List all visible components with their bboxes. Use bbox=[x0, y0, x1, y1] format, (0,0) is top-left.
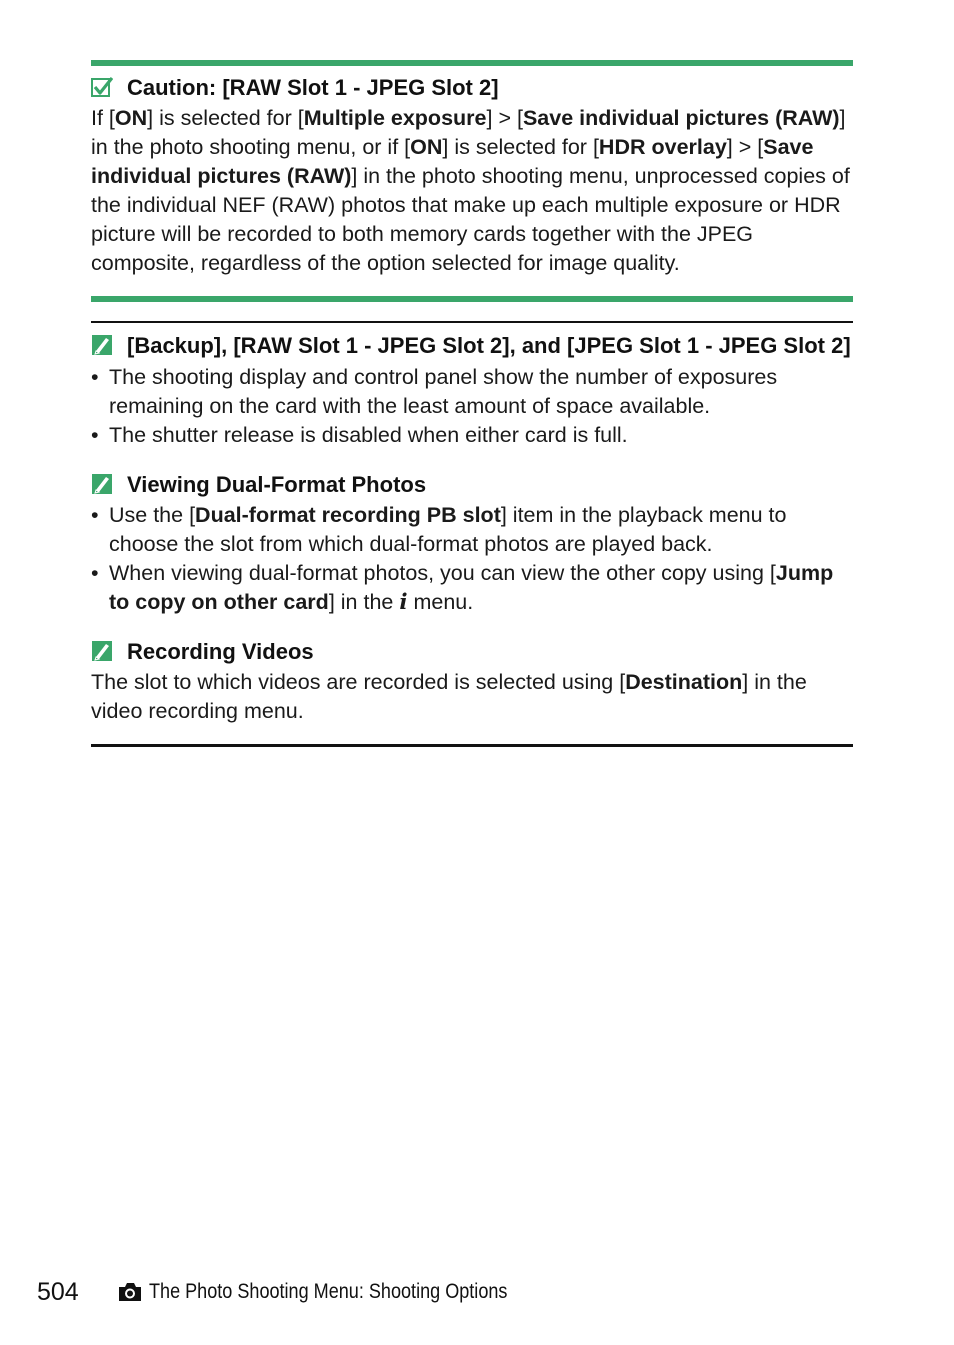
page-content bbox=[91, 60, 853, 747]
page-number: 504 bbox=[37, 1278, 79, 1306]
caution-bottom-rule bbox=[91, 296, 853, 302]
caution-title: Caution: [RAW Slot 1 - JPEG Slot 2] bbox=[127, 75, 499, 100]
list-item: • Use the [Dual-format recording PB slot] item in the playback menu to choose the slot from which dual-format photos are played back. bbox=[91, 503, 787, 556]
note-videos-paragraph: The slot to which videos are recorded is selected using [Destination] in the video recording menu. bbox=[91, 670, 807, 723]
pencil-note-icon bbox=[91, 473, 113, 495]
caution-top-rule bbox=[91, 60, 853, 66]
camera-icon bbox=[117, 1282, 143, 1302]
notes-top-rule bbox=[91, 321, 853, 323]
caution-heading bbox=[91, 73, 853, 102]
note-dual-format-heading bbox=[91, 470, 853, 499]
note-dual-format-title: Viewing Dual-Format Photos bbox=[127, 472, 427, 497]
caution-paragraph: If [ON] is selected for [Multiple exposure] > [Save individual pictures (RAW)] in the photo shooting menu, or if [ON] is selected for [HDR overlay] > [Save individual pictures (RAW)] in the photo shooting menu, unprocessed copies of the individual NEF (RAW) photos that make up each multiple exposure or HDR picture will be recorded to both memory cards together with the JPEG composite, regardless of the option selected for image quality. bbox=[91, 106, 850, 275]
list-item: • When viewing dual-format photos, you can view the other copy using [Jump to copy on other card] in the i menu. bbox=[91, 561, 834, 615]
note-backup-heading bbox=[91, 331, 853, 360]
notes-bottom-rule bbox=[91, 744, 853, 747]
note-videos-title: Recording Videos bbox=[127, 639, 314, 664]
i-menu-symbol: i bbox=[399, 590, 408, 615]
list-item: • The shutter release is disabled when either card is full. bbox=[91, 423, 628, 447]
page-footer bbox=[37, 1276, 566, 1308]
footer-section-title: The Photo Shooting Menu: Shooting Options bbox=[148, 1280, 508, 1303]
list-item: • The shooting display and control panel show the number of exposures remaining on the card with the least amount of space available. bbox=[91, 365, 778, 418]
pencil-note-icon bbox=[91, 334, 113, 356]
pencil-note-icon bbox=[91, 640, 113, 662]
note-videos-heading bbox=[91, 637, 853, 666]
note-dual-format-list bbox=[91, 501, 853, 617]
check-box-icon bbox=[91, 76, 113, 98]
note-backup-title: [Backup], [RAW Slot 1 - JPEG Slot 2], and [JPEG Slot 1 - JPEG Slot 2] bbox=[127, 333, 851, 358]
note-backup-list bbox=[91, 363, 853, 450]
